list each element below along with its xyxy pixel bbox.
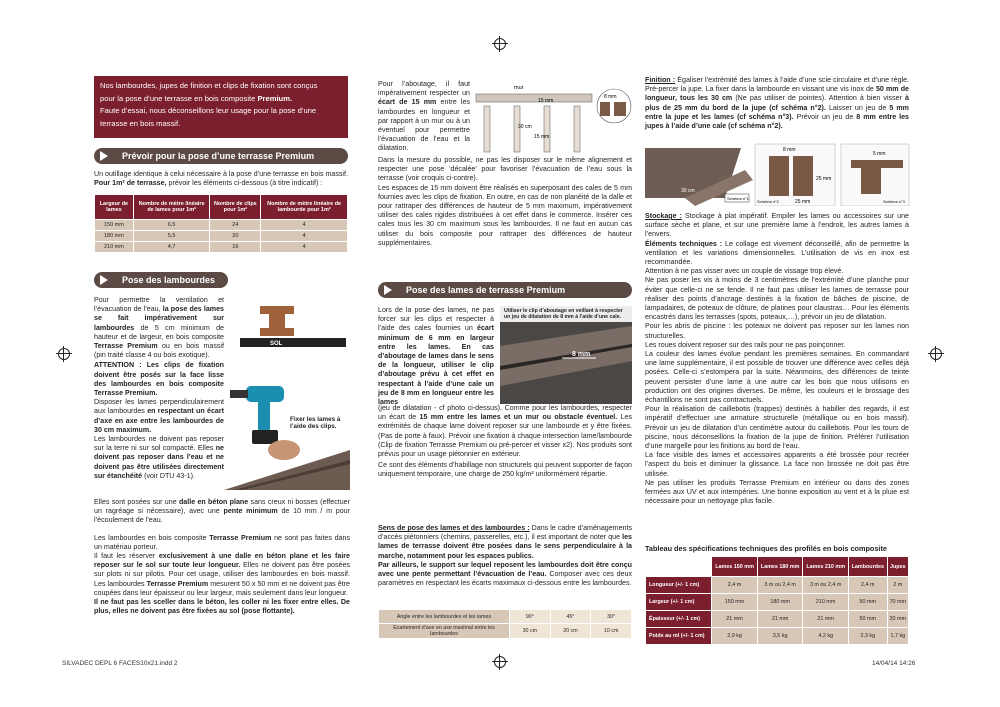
- diagram-label: 5 mm: [873, 151, 886, 157]
- intro-line: terrasse en bois massif.: [100, 118, 181, 128]
- text: de 5 cm minimum de hauteur et de largeur, en bois composite: [94, 323, 224, 341]
- aboutage-diagram: [474, 80, 634, 154]
- diagram-label: 8 mm: [783, 147, 796, 153]
- text: Les espaces de 15 mm doivent être réalisés en superposant des cales de 5 mm fournies avec les clips de fixation. En outre, en cas de non planéité de la dalle et pour rattraper des différences de hauteur de 5 mm maximum, impérativement utiliser des cales rigides distribuées à cet effet dans le commerce. Insérer ces cales tous les 30 cm maximum sous les lambourdes. Il ne faut en aucun cas utiliser du bois composite pour rattraper des différences de hauteur supplémentaires.: [378, 183, 632, 247]
- text-bold: exclusivement à une dalle en béton plane et les faire reposer sur le sol sur toute leur longueur.: [94, 552, 350, 570]
- section-title: Prévoir pour la pose d’une terrasse Premium: [122, 151, 315, 161]
- text: Il faut les réserver: [94, 552, 159, 561]
- photo-caption: Utiliser le clip d’aboutage en veillant à respecter un jeu de dilatation de 8 mm à l’aide d’une cale.: [504, 308, 623, 320]
- table-cell: 90°: [510, 610, 551, 624]
- text: (jeu de dilatation - cf photo ci-dessus). Comme pour les lambourdes, respecter un écart de: [378, 404, 632, 422]
- table-row: [95, 231, 348, 242]
- text: Composer avec ces deux paramètres en respectant les écarts maximaux ci-dessous entre les lambourdes.: [378, 570, 632, 588]
- table-cell: 30 cm: [510, 624, 551, 639]
- table-cell: 180 mm: [757, 594, 803, 611]
- text: Pour l’aboutage, il faut impérativement respecter un: [378, 80, 470, 98]
- diagram-lambourde: [544, 106, 550, 152]
- table-cell: 20 mm: [887, 611, 908, 628]
- drill-battery: [252, 430, 278, 444]
- text-bold: 8 mm entre les jupes à l’aide d’une cale (cf schéma n°2).: [645, 112, 910, 131]
- sens-de-pose-text: [378, 524, 632, 588]
- table-cell: 16: [210, 242, 261, 253]
- table-cell: 50 mm: [848, 611, 887, 628]
- text-bold: Éléments techniques :: [645, 239, 723, 248]
- arrow-icon: [384, 285, 392, 295]
- diagram-label: mur: [514, 85, 524, 91]
- table-cell: 180 mm: [95, 231, 134, 242]
- spec-table-title: Tableau des spécifications techniques des profilés en bois composite: [645, 544, 887, 553]
- text-bold: écart de 15 mm: [378, 98, 437, 107]
- text-bold: les lames de terrasse doivent être posées dans le sens perpendiculaire à la marche, notamment pour les espaces publics.: [378, 533, 632, 560]
- aboutage-text: [378, 80, 470, 154]
- text: de 10 mm / m pour l’écoulement de l’eau.: [94, 507, 350, 525]
- text-bold: 5 mm entre la jupe et les lames (cf schéma n°3).: [645, 103, 909, 121]
- text: La face visible des lames et accessoires apparents a été brossée pour recréer l’aspect du bois et diminuer la glissance. La face non brossée ne doit pas être utilisée.: [645, 451, 909, 478]
- table-header: Nombre de mètre linéaire de lames pour 1m²: [133, 195, 210, 220]
- detail-board: [614, 102, 626, 116]
- table-cell: 6,5: [133, 220, 210, 231]
- table-header: Nombre de mètre linéaire de lambourde pour 1m²: [261, 195, 348, 220]
- table-row: [95, 220, 348, 231]
- intro-text: pour la pose d’une terrasse en bois composite: [100, 93, 258, 103]
- section-title: Pose des lambourdes: [122, 275, 216, 285]
- table-cell: 20: [210, 231, 261, 242]
- finition-diagrams: [645, 140, 910, 206]
- table-cell: Épaisseur (+/- 1 cm): [646, 611, 712, 628]
- text-bold: Terrasse Premium: [94, 342, 158, 351]
- text-bold: Sens de pose des lames et des lambourdes :: [378, 524, 530, 532]
- table-cell: Largeur (+/- 1 cm): [646, 594, 712, 611]
- text: ou en bois massif (pin traité classe 4 ou bois exotique).: [94, 342, 224, 360]
- text-bold: Finition :: [645, 76, 676, 84]
- lambourde-profile-illustration: [238, 304, 348, 360]
- section-header-pose-lames: [378, 282, 632, 298]
- text: Pour la réalisation de caillebotis (trappes) destinés à habiller des regards, il est impératif d’effectuer une armature structurelle (métallique ou en bois massif). Prévoir un jeu de dilatation d’un centimètre autour du caillebotis. Pour les tours de piscine, nous déconseillons la fixation de la jupe de finition. Préférer l’utilisation d’une margelle pour les finitions au bord de l’eau.: [645, 405, 909, 451]
- section-title: Pose des lames de terrasse Premium: [406, 285, 566, 295]
- intro-brand: Premium.: [257, 93, 293, 103]
- table-cell: 150 mm: [712, 594, 758, 611]
- table-cell: 45°: [550, 610, 591, 624]
- diagram-label: 25 mm: [816, 176, 832, 182]
- text: Les extrémités de chaque lame doivent reposer sur une lambourde et y être fixées. (Pas de porte à faux). Prévoir une fixation à chaque intersection lame/lambourde (Clip de fixation Terrasse Premium ou pré-percer et visser x2). Nos produits sont prévus pour un usage piétonnier en extérieur.: [378, 413, 632, 459]
- text: Les lambourdes ne doivent pas reposer sur la terre ni sur sol compacté. Elles: [94, 435, 224, 453]
- table-cell: 21 mm: [712, 611, 758, 628]
- photo-label: 8 mm: [572, 351, 591, 358]
- table-header: Jupes: [887, 557, 908, 577]
- table-row: [646, 577, 909, 594]
- text: (Ne pas utiliser de pointes). Attention à bien visser: [732, 94, 906, 103]
- schema2-jupe: [769, 156, 789, 196]
- text: Stockage à plat impératif. Empiler les lames ou accessoires sur une surface sèche et plane, et sur une première lame à l’endroit, les autres lames à l’envers.: [645, 212, 909, 239]
- table-cell: 2,9 kg: [712, 628, 758, 645]
- sol-label: SOL: [270, 341, 283, 347]
- footer-file-name: SILVADEC DEPL 6 FACES10x21.indd 2: [62, 660, 178, 667]
- schema3-lame: [851, 160, 903, 168]
- prep-line: prévoir les éléments ci-dessous (à titre indicatif) :: [166, 179, 323, 188]
- table-cell: 10 cm: [591, 624, 632, 639]
- text: entre les lambourdes en longueur et par rapport à un mur ou à un éventuel pour permettre l’évacuation de l’eau et la dilatation.: [378, 98, 471, 153]
- drill-handle: [258, 400, 270, 432]
- table-header: Lames 210 mm: [803, 557, 849, 577]
- table-cell: 2,4 m: [712, 577, 758, 594]
- table-row: [379, 610, 632, 624]
- table-cell: Angle entre les lambourdes et les lames: [379, 610, 510, 624]
- text: Laisser un jeu de: [825, 103, 890, 112]
- lambourdes-text-1: [94, 296, 224, 481]
- text-bold: Terrasse Premium: [146, 579, 209, 588]
- footer-date: 14/04/14 14:26: [872, 660, 916, 667]
- text: Dans la mesure du possible, ne pas les disposer sur le même alignement et respecter une pose ‘décalée’ pour favoriser l’évacuation de l’eau sous la terrasse (voir croquis ci-contre).: [378, 156, 632, 183]
- diagram-lambourde: [484, 106, 490, 152]
- warning-text: Il ne faut pas les sceller dans le béton, les coller ni les fixer entre elles. De plus, elles ne doivent pas être fixées au sol (pose flottante).: [94, 598, 350, 616]
- text: Ce sont des éléments d’habillage non structurels qui peuvent supporter de façon uniquement temporaire, une charge de 250 kg/m² uniformément répartie.: [378, 461, 632, 479]
- table-header: [646, 557, 712, 577]
- table-cell: 2 m: [887, 577, 908, 594]
- table-cell: 21 mm: [803, 611, 849, 628]
- table-header: Largeur de lames: [95, 195, 134, 220]
- table-cell: 4: [261, 220, 348, 231]
- table-angles: [378, 609, 632, 639]
- text: Dans le cadre d’aménagements d’accès piétonniers (chemins, passerelles, etc.), il est important de noter que: [378, 524, 632, 542]
- text: Les lambourdes en bois composite: [94, 533, 210, 542]
- text: ne sont pas faites dans un matériau porteur.: [94, 533, 350, 551]
- text-bold: en respectant un écart d’axe en axe entre les lambourdes de 30 cm maximum.: [94, 407, 224, 434]
- section-header-lambourdes: [94, 272, 228, 288]
- text: Ne pas utiliser les produits Terrasse Premium en intérieur ou dans des zones fermées aux UV et aux intempéries. Une bonne exposition au vent et à la pluie est nécessaire pour un nettoyage plus facile.: [645, 478, 909, 506]
- text: Disposer les lames perpendiculairement aux lambourdes: [94, 398, 224, 416]
- schema2-jupe: [793, 156, 813, 196]
- table-cell: 1,7 kg: [887, 628, 908, 645]
- detail-board: [600, 102, 610, 116]
- table-cell: Ecartement d’axe en axe maximal entre les lambourdes: [379, 624, 510, 639]
- text: Prévoir un jeu de: [793, 112, 857, 121]
- text: Attention à ne pas visser avec un couple de vissage trop élevé.: [645, 267, 844, 276]
- text: Ne pas poser les vis à moins de 3 centimètres de l’extrémité d’une planche pour éviter que celle-ci ne se fende. Il ne faut pas utiliser les lames de terrasse pour réaliser des points d’ancrage destinés à la fixation de bâches de piscine, de lampadaires, de poteaux de clôture, de platines pour claustras… Pour les éléments encastrés dans les terrasses (spots, poteaux,…), prévoir un jeu de dilatation.: [645, 276, 909, 322]
- diagram-label: 25 mm: [795, 199, 811, 205]
- text: Égaliser l’extrémité des lames à l’aide d’une scie circulaire et d’une règle. Pré-percer la jupe. La fixer dans la lambourde en vissant une vis inox de: [645, 76, 910, 94]
- diagram-label: Schéma n°2: [757, 199, 779, 204]
- technical-text: [645, 212, 909, 507]
- sol-bar: [240, 338, 346, 347]
- section-header-prevoir: [94, 148, 348, 164]
- table-cell: 2,3 kg: [848, 628, 887, 645]
- table-row: [95, 242, 348, 253]
- table-cell: Poids au ml (+/- 1 cm): [646, 628, 712, 645]
- text-bold: dalle en béton plane: [178, 498, 249, 506]
- text: Le collage est vivement déconseillé, afin de permettre la ventilation et les variations dimensionnelles. L’utilisation de vis en inox est recommandée.: [645, 239, 909, 267]
- registration-mark-bottom: [494, 656, 506, 668]
- text-bold: écart minimum de 6 mm en largeur entre les lames. En cas d’aboutage de lames dans le sens de la longueur, utiliser le clip d’aboutage prévu à cet effet en respectant à l’aide d’une cale un jeu de 8 mm en longueur entre les lames: [378, 324, 494, 407]
- text: (voir DTU 43-1).: [142, 471, 195, 480]
- table-cell: 210 mm: [803, 594, 849, 611]
- intro-line: [100, 93, 342, 106]
- table-cell: 4: [261, 242, 348, 253]
- mur-wall: [476, 94, 592, 102]
- diagram-label: 30 cm: [518, 124, 532, 130]
- table-specifications: [645, 556, 909, 645]
- table-cell: 3 m ou 2,4 m: [803, 577, 849, 594]
- text: Les roues doivent reposer sur des rails pour ne pas poinçonner.: [645, 340, 846, 349]
- text-bold: Par ailleurs, le support sur lequel reposent les lambourdes doit être conçu avec une pente permettant l’évacuation de l’eau.: [378, 560, 632, 579]
- table-cell: 3,5 kg: [757, 628, 803, 645]
- table-cell: 30°: [591, 610, 632, 624]
- schema3-lambourde: [861, 168, 881, 194]
- table-cell: 24: [210, 220, 261, 231]
- table-cell: 3 m ou 2,4 m: [757, 577, 803, 594]
- text: Lors de la pose des lames, ne pas forcer sur les clips et respecter à l’aide des cales fournies un: [378, 306, 494, 333]
- drill-photo: [224, 380, 350, 490]
- table-cell: 4,7: [133, 242, 210, 253]
- lambourde-shape: [260, 306, 294, 336]
- prep-text: [94, 170, 350, 188]
- text-bold: la pose des lames se fait impérativement sur lambourdes: [94, 305, 224, 332]
- mid-text-1: [378, 156, 632, 248]
- diagram-label: Schéma n°3: [883, 199, 905, 204]
- registration-mark-top: [494, 38, 506, 50]
- table-row: [379, 624, 632, 639]
- text: La couleur des lames évolue pendant les premières semaines. En commandant une lame supplémentaire, il est possible de trouver une différence avec celles déjà posées. Celle-ci s’estompera par la suite. Néanmoins, des différences de teinte peuvent persister d’une lame à une autre car les bois que nous utilisons en production ont des origines diverses. De même, les couleurs et le brossage des échantillons ne sont pas contractuels.: [645, 350, 909, 405]
- lambourdes-text-2: [94, 498, 350, 616]
- text-bold: Stockage :: [645, 212, 682, 220]
- table-row: [646, 594, 909, 611]
- text: Elles sont posées sur une: [94, 498, 179, 506]
- intro-box: [94, 76, 348, 138]
- table-cell: 21 mm: [757, 611, 803, 628]
- diagram-label: 15 mm: [538, 98, 554, 104]
- diagram-label: 30 cm: [681, 188, 695, 194]
- drill-body: [246, 386, 284, 402]
- finition-text: [645, 76, 909, 131]
- diagram-lambourde: [574, 106, 580, 152]
- clips-caption: Fixer les lames à l’aide des clips.: [290, 416, 341, 431]
- text-bold: pente minimum: [223, 507, 278, 516]
- table-cell: 50 mm: [848, 594, 887, 611]
- table-cell: 150 mm: [95, 220, 134, 231]
- text-bold: à plus de 25 mm du bord de la jupe (cf schéma n°2).: [645, 94, 909, 112]
- table-cell: 5,5: [133, 231, 210, 242]
- intro-line: Faute d’essai, nous déconseillons leur usage pour la pose d’une: [100, 106, 317, 116]
- diagram-label: 15 mm: [534, 134, 550, 140]
- text: Pour les abris de piscine : les poteaux ne doivent pas reposer sur les lames non structurelles.: [645, 322, 909, 340]
- table-header: Lambourdes: [848, 557, 887, 577]
- registration-mark-right: [930, 348, 942, 360]
- attention-text: ATTENTION : Les clips de fixation doivent être posés sur la face lisse des lambourdes en bois composite Terrasse Premium.: [94, 361, 224, 398]
- table-row: [646, 611, 909, 628]
- text: Elles ne doivent pas être posées sur plots ni sur pilotis. Pour cet usage, utiliser des lambourdes en bois massif. Les lambourdes: [94, 561, 350, 588]
- registration-mark-left: [58, 348, 70, 360]
- table-header: Lames 180 mm: [757, 557, 803, 577]
- table-cell: 20 cm: [550, 624, 591, 639]
- clip-aboutage-photo: [500, 306, 632, 404]
- table-quantities: [94, 194, 348, 253]
- text-bold: ne doivent pas reposer dans l’eau et ne doivent pas être utilisées directement sur étanchéité: [94, 444, 224, 480]
- pose-lames-text: [378, 306, 494, 407]
- text: Pour permettre la ventilation et l’évacuation de l’eau,: [94, 296, 224, 314]
- drill-chuck: [230, 390, 248, 398]
- prep-bold: Pour 1m² de terrasse,: [94, 179, 167, 188]
- intro-line: Nos lambourdes, jupes de finition et clips de fixation sont conçus: [100, 81, 318, 90]
- table-header: Lames 150 mm: [712, 557, 758, 577]
- pose-lames-text-2: [378, 404, 632, 480]
- table-header: Nombre de clips pour 1m²: [210, 195, 261, 220]
- hand: [268, 440, 300, 460]
- table-cell: 70 mm: [887, 594, 908, 611]
- text-bold: 50 mm de longueur, tous les 30 cm: [645, 85, 909, 103]
- arrow-icon: [100, 275, 108, 285]
- table-row: [646, 628, 909, 645]
- diagram-label: 8 mm: [604, 94, 617, 100]
- text: mesurent 50 x 50 mm et ne doivent pas être coupées dans leur épaisseur ou leur largeur, mais seulement dans leur longueur.: [94, 579, 350, 597]
- table-cell: 4: [261, 231, 348, 242]
- table-cell: 4,2 kg: [803, 628, 849, 645]
- text: sans creux ni bosses (effectuer un ragréage si nécessaire), avec une: [94, 498, 350, 516]
- table-cell: Longueur (+/- 1 cm): [646, 577, 712, 594]
- table-cell: 210 mm: [95, 242, 134, 253]
- text-bold: Terrasse Premium: [209, 533, 272, 542]
- text-bold: 15 mm entre les lames et un mur ou obstacle éventuel.: [419, 413, 618, 422]
- arrow-icon: [100, 151, 108, 161]
- table-cell: 2,4 m: [848, 577, 887, 594]
- prep-line: Un outillage identique à celui nécessaire à la pose d’une terrasse en bois massif.: [94, 170, 348, 178]
- diagram-label: Schéma n°1: [727, 196, 749, 201]
